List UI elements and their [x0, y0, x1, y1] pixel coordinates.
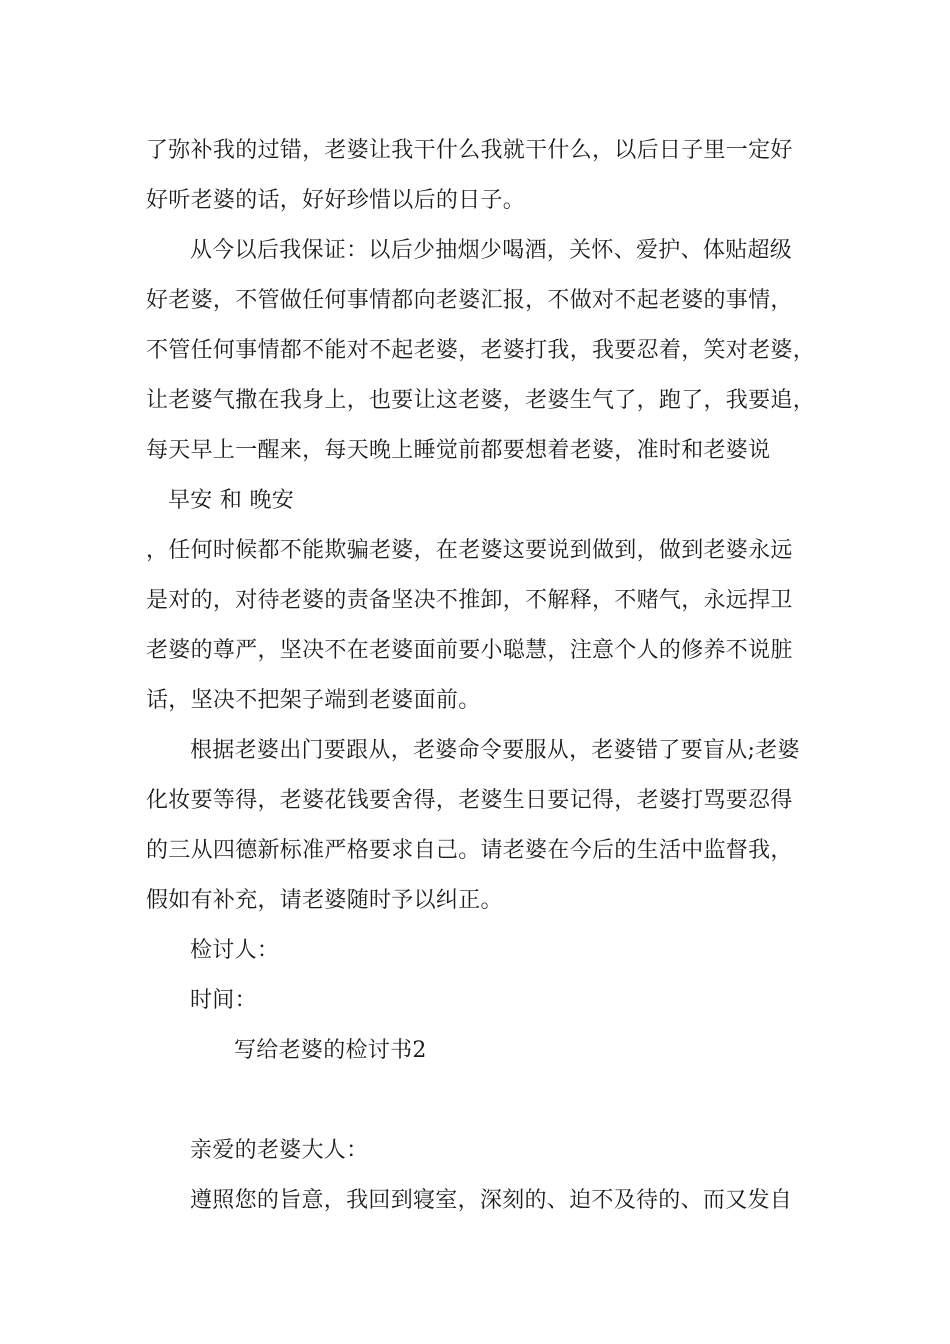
text-line: 化妆要等得，老婆花钱要舍得，老婆生日要记得，老婆打骂要忍得 — [146, 788, 793, 813]
text-line: 是对的，对待老婆的责备坚决不推卸，不解释，不赌气，永远捍卫 — [146, 588, 793, 613]
text-line: 根据老婆出门要跟从，老婆命令要服从，老婆错了要盲从;老婆 — [190, 738, 800, 763]
text-line: 的三从四德新标准严格要求自己。请老婆在今后的生活中监督我， — [146, 838, 793, 863]
text-line: 好听老婆的话，好好珍惜以后的日子。 — [146, 188, 526, 213]
signer-label: 检讨人： — [190, 938, 280, 963]
text-line: 老婆的尊严，坚决不在老婆面前要小聪慧，注意个人的修养不说脏 — [146, 638, 793, 663]
text-line: 每天早上一醒来，每天晚上睡觉前都要想着老婆，准时和老婆说 — [146, 438, 771, 463]
section-title: 写给老婆的检讨书2 — [234, 1038, 427, 1063]
text-line: 好老婆，不管做任何事情都向老婆汇报，不做对不起老婆的事情， — [146, 288, 793, 313]
text-line: 不管任何事情都不能对不起老婆，老婆打我，我要忍着，笑对老婆， — [146, 338, 816, 363]
text-line: 了弥补我的过错，老婆让我干什么我就干什么，以后日子里一定好 — [146, 138, 793, 163]
salutation: 亲爱的老婆大人： — [190, 1138, 369, 1163]
date-label: 时间： — [190, 988, 257, 1013]
text-line: 遵照您的旨意，我回到寝室，深刻的、迫不及待的、而又发自 — [190, 1188, 793, 1213]
text-line: 让老婆气撒在我身上，也要让这老婆，老婆生气了，跑了，我要追， — [146, 388, 816, 413]
text-line: 早安 和 晚安 — [168, 488, 295, 513]
text-line: 从今以后我保证：以后少抽烟少喝酒，关怀、爱护、体贴超级 — [190, 238, 793, 263]
text-line: ，任何时候都不能欺骗老婆，在老婆这要说到做到，做到老婆永远 — [146, 538, 793, 563]
text-line: 假如有补充，请老婆随时予以纠正。 — [146, 888, 503, 913]
text-line: 话，坚决不把架子端到老婆面前。 — [146, 688, 481, 713]
